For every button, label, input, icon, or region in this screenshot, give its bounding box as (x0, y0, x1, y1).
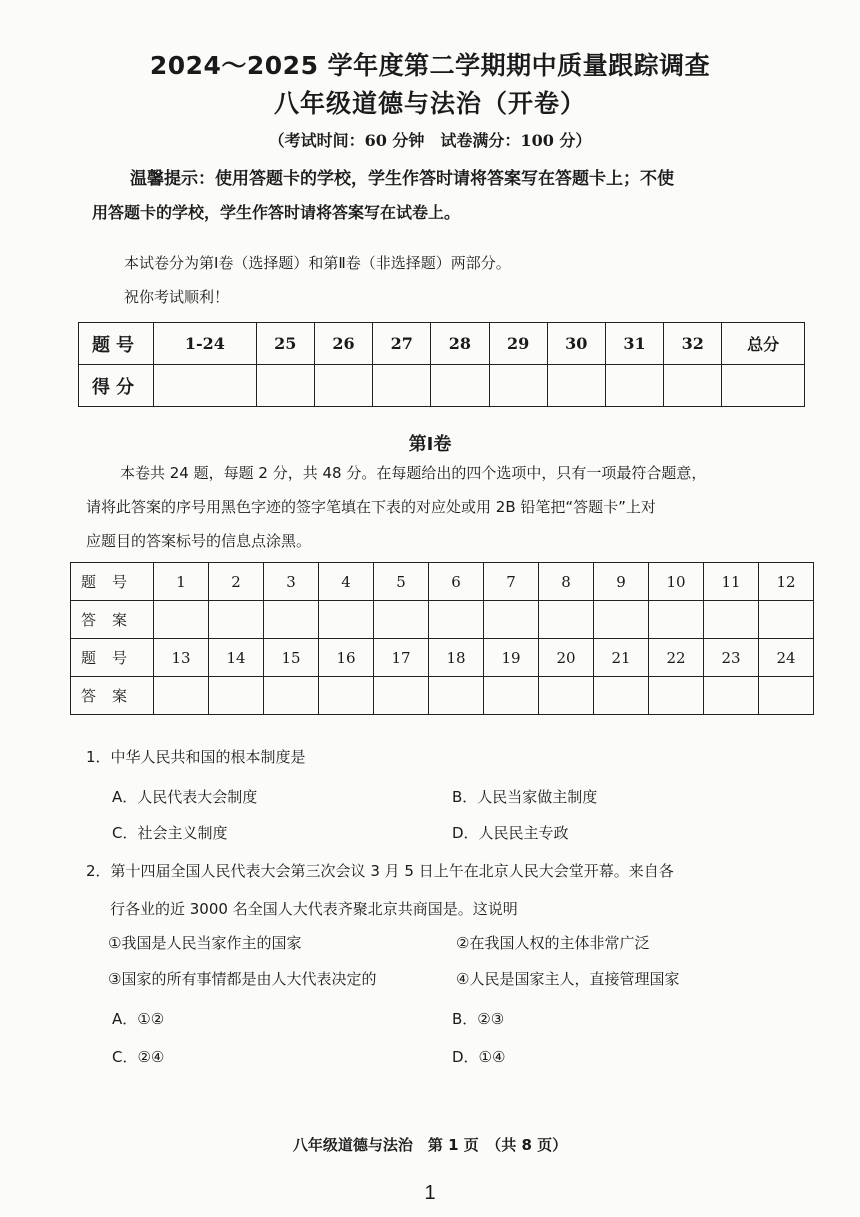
answer-cell[interactable] (484, 601, 539, 639)
score-cell[interactable] (489, 365, 547, 407)
score-cell[interactable] (256, 365, 314, 407)
volume1-text-line1: 本卷共 24 题，每题 2 分，共 48 分。在每题给出的四个选项中，只有一项最符合题意， (120, 464, 707, 482)
answer-cell[interactable] (759, 677, 814, 715)
question-number: 1 (154, 563, 209, 601)
answer-cell[interactable] (704, 677, 759, 715)
answer-cell[interactable] (319, 601, 374, 639)
score-cell[interactable] (605, 365, 663, 407)
volume1-title: 第Ⅰ卷 (408, 434, 452, 455)
answer-cell[interactable] (649, 601, 704, 639)
question-number: 11 (704, 563, 759, 601)
score-col: 26 (314, 323, 372, 365)
question-number: 2 (209, 563, 264, 601)
score-col: 29 (489, 323, 547, 365)
exam-title-line2: 八年级道德与法治（开卷） (273, 89, 586, 118)
score-col-total: 总分 (722, 323, 805, 365)
answer-cell[interactable] (209, 601, 264, 639)
question1-option-b: B．人民当家做主制度 (452, 788, 598, 806)
warm-tip-line2: 用答题卡的学校，学生作答时请将答案写在试卷上。 (92, 203, 461, 222)
score-table-row-numbers (79, 323, 805, 365)
exam-title-line1: 2024～2025 学年度第二学期期中质量跟踪调查 (149, 51, 711, 80)
question2-statement-2: ②在我国人权的主体非常广泛 (456, 934, 650, 952)
question2-statement-1: ①我国是人民当家作主的国家 (108, 934, 302, 952)
question-number: 5 (374, 563, 429, 601)
question2-statement-4: ④人民是国家主人，直接管理国家 (456, 970, 680, 988)
question1-option-a: A．人民代表大会制度 (112, 788, 258, 806)
answer-cell[interactable] (759, 601, 814, 639)
score-col: 28 (431, 323, 489, 365)
answer-table-label-number: 题号 (71, 563, 154, 601)
warm-tip-line1: 温馨提示：使用答题卡的学校，学生作答时请将答案写在答题卡上；不使 (130, 169, 674, 189)
question2-option-c: C．②④ (112, 1048, 165, 1066)
answer-table-numbers-row (71, 563, 814, 601)
answer-cell[interactable] (594, 677, 649, 715)
question-number: 8 (539, 563, 594, 601)
answer-table (70, 562, 814, 715)
question-number: 14 (209, 639, 264, 677)
question2-statement-3: ③国家的所有事情都是由人大代表决定的 (108, 970, 377, 988)
answer-cell[interactable] (484, 677, 539, 715)
exam-info: （考试时间：60 分钟 试卷满分：100 分） (268, 131, 592, 150)
answer-cell[interactable] (429, 601, 484, 639)
question2-stem-line2: 行各业的近 3000 名全国人大代表齐聚北京共商国是。这说明 (110, 900, 518, 918)
question-number: 17 (374, 639, 429, 677)
question2-option-a: A．①② (112, 1010, 165, 1028)
score-cell[interactable] (664, 365, 722, 407)
score-cell[interactable] (373, 365, 431, 407)
question-number: 3 (264, 563, 319, 601)
question-number: 9 (594, 563, 649, 601)
answer-table-answers-row (71, 601, 814, 639)
question-number: 23 (704, 639, 759, 677)
answer-cell[interactable] (374, 677, 429, 715)
score-cell[interactable] (314, 365, 372, 407)
score-table (78, 322, 805, 407)
answer-cell[interactable] (374, 601, 429, 639)
answer-cell[interactable] (154, 601, 209, 639)
question-number: 13 (154, 639, 209, 677)
answer-table-label-answer: 答案 (71, 601, 154, 639)
answer-cell[interactable] (319, 677, 374, 715)
answer-cell[interactable] (539, 601, 594, 639)
answer-table-numbers-row (71, 639, 814, 677)
question-number: 4 (319, 563, 374, 601)
question-number: 19 (484, 639, 539, 677)
score-cell[interactable] (547, 365, 605, 407)
question-number: 7 (484, 563, 539, 601)
question-number: 15 (264, 639, 319, 677)
score-table-label-score: 得分 (79, 365, 154, 407)
question-number: 6 (429, 563, 484, 601)
volume1-text-line2: 请将此答案的序号用黑色字迹的签字笔填在下表的对应处或用 2B 铅笔把“答题卡”上对 (86, 498, 656, 516)
answer-cell[interactable] (594, 601, 649, 639)
answer-cell[interactable] (209, 677, 264, 715)
answer-cell[interactable] (264, 601, 319, 639)
page-footer: 八年级道德与法治 第 1 页 （共 8 页） (292, 1136, 568, 1154)
question-number: 20 (539, 639, 594, 677)
question2-stem-line1: 2．第十四届全国人民代表大会第三次会议 3 月 5 日上午在北京人民大会堂开幕。来自各 (86, 862, 674, 880)
answer-cell[interactable] (154, 677, 209, 715)
question-number: 22 (649, 639, 704, 677)
score-col: 31 (605, 323, 663, 365)
question-number: 12 (759, 563, 814, 601)
question-number: 18 (429, 639, 484, 677)
answer-cell[interactable] (704, 601, 759, 639)
score-col: 32 (664, 323, 722, 365)
answer-table-label-number: 题号 (71, 639, 154, 677)
question2-option-b: B．②③ (452, 1010, 505, 1028)
answer-table-answers-row (71, 677, 814, 715)
question-number: 10 (649, 563, 704, 601)
answer-cell[interactable] (264, 677, 319, 715)
score-col: 30 (547, 323, 605, 365)
score-cell[interactable] (431, 365, 489, 407)
score-cell[interactable] (154, 365, 257, 407)
question-number: 16 (319, 639, 374, 677)
answer-cell[interactable] (649, 677, 704, 715)
volume1-text-line3: 应题目的答案标号的信息点涂黑。 (86, 532, 312, 550)
score-col: 1-24 (154, 323, 257, 365)
question1-option-c: C．社会主义制度 (112, 824, 228, 842)
score-table-row-scores (79, 365, 805, 407)
score-table-label-number: 题号 (79, 323, 154, 365)
score-col: 27 (373, 323, 431, 365)
score-cell-total[interactable] (722, 365, 805, 407)
answer-cell[interactable] (539, 677, 594, 715)
question1-stem: 1．中华人民共和国的根本制度是 (86, 748, 306, 766)
question2-option-d: D．①④ (452, 1048, 506, 1066)
answer-cell[interactable] (429, 677, 484, 715)
intro-line1: 本试卷分为第Ⅰ卷（选择题）和第Ⅱ卷（非选择题）两部分。 (124, 254, 511, 272)
question-number: 24 (759, 639, 814, 677)
score-col: 25 (256, 323, 314, 365)
intro-line2: 祝你考试顺利！ (124, 288, 230, 306)
question-number: 21 (594, 639, 649, 677)
answer-table-label-answer: 答案 (71, 677, 154, 715)
question1-option-d: D．人民民主专政 (452, 824, 569, 842)
page-number: 1 (424, 1182, 436, 1204)
